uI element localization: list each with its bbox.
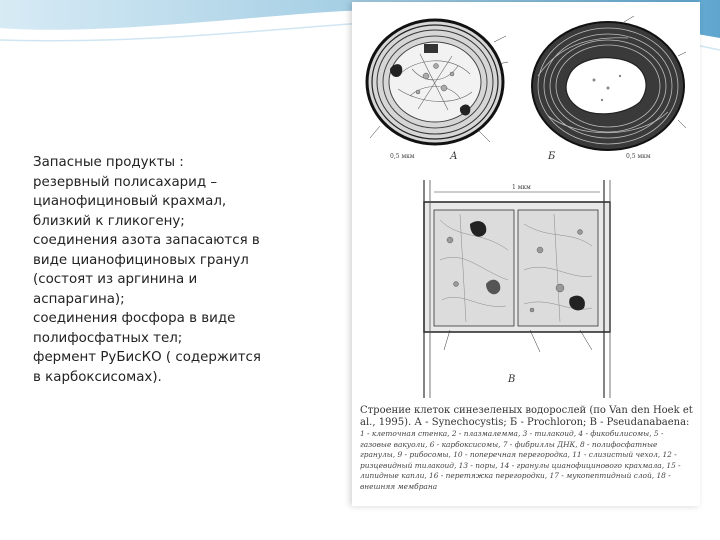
body-text: Запасные продукты : резервный полисахарид – цианофициновый крахмал, близкий к гликогену; соединения азота запасаются в виде цианофициновых гранул (состоят из аргинина и аспарагина); соединения фосфора в виде полифосфатных тел; фермент РуБисКО ( содержится в карбоксисомах). (33, 155, 261, 385)
cell-v-illustration (420, 180, 620, 398)
scale-b: 0,5 мкм (626, 153, 651, 160)
cell-a-illustration (360, 14, 510, 154)
scale-v: 1 мкм (512, 184, 531, 191)
scale-a: 0,5 мкм (390, 153, 415, 160)
cell-b-illustration (528, 16, 688, 154)
caption-head: Строение клеток синезеленых водорослей (по Van den Hoek et al., 1995). А - Synechocystis; Б - Prochloron; В - Pseudanabaena: (360, 405, 693, 428)
label-b: Б (548, 151, 556, 162)
figure-caption (360, 405, 694, 493)
figure-cell-structure (352, 2, 700, 506)
label-v: В (508, 374, 516, 385)
caption-legend: 1 - клеточная стенка, 2 - плазмалемма, 3 - тилакоид, 4 - фикобилисомы, 5 - газовые вакуоли, 6 - карбоксисомы, 7 - фибриллы ДНК, 8 - полифосфатные гранулы, 9 - рибосомы, 10 - поперечная перегородка, 11 - слизистый чехол, 12 - ризцевидный тилакоид, 13 - поры, 14 - гранулы цианофицинового крахмала, 15 - липидные капли, 16 - перетяжка перегородки, 17 - мукопептидный слой, 18 - внешняя мембрана (360, 429, 681, 491)
label-a: А (450, 151, 458, 162)
